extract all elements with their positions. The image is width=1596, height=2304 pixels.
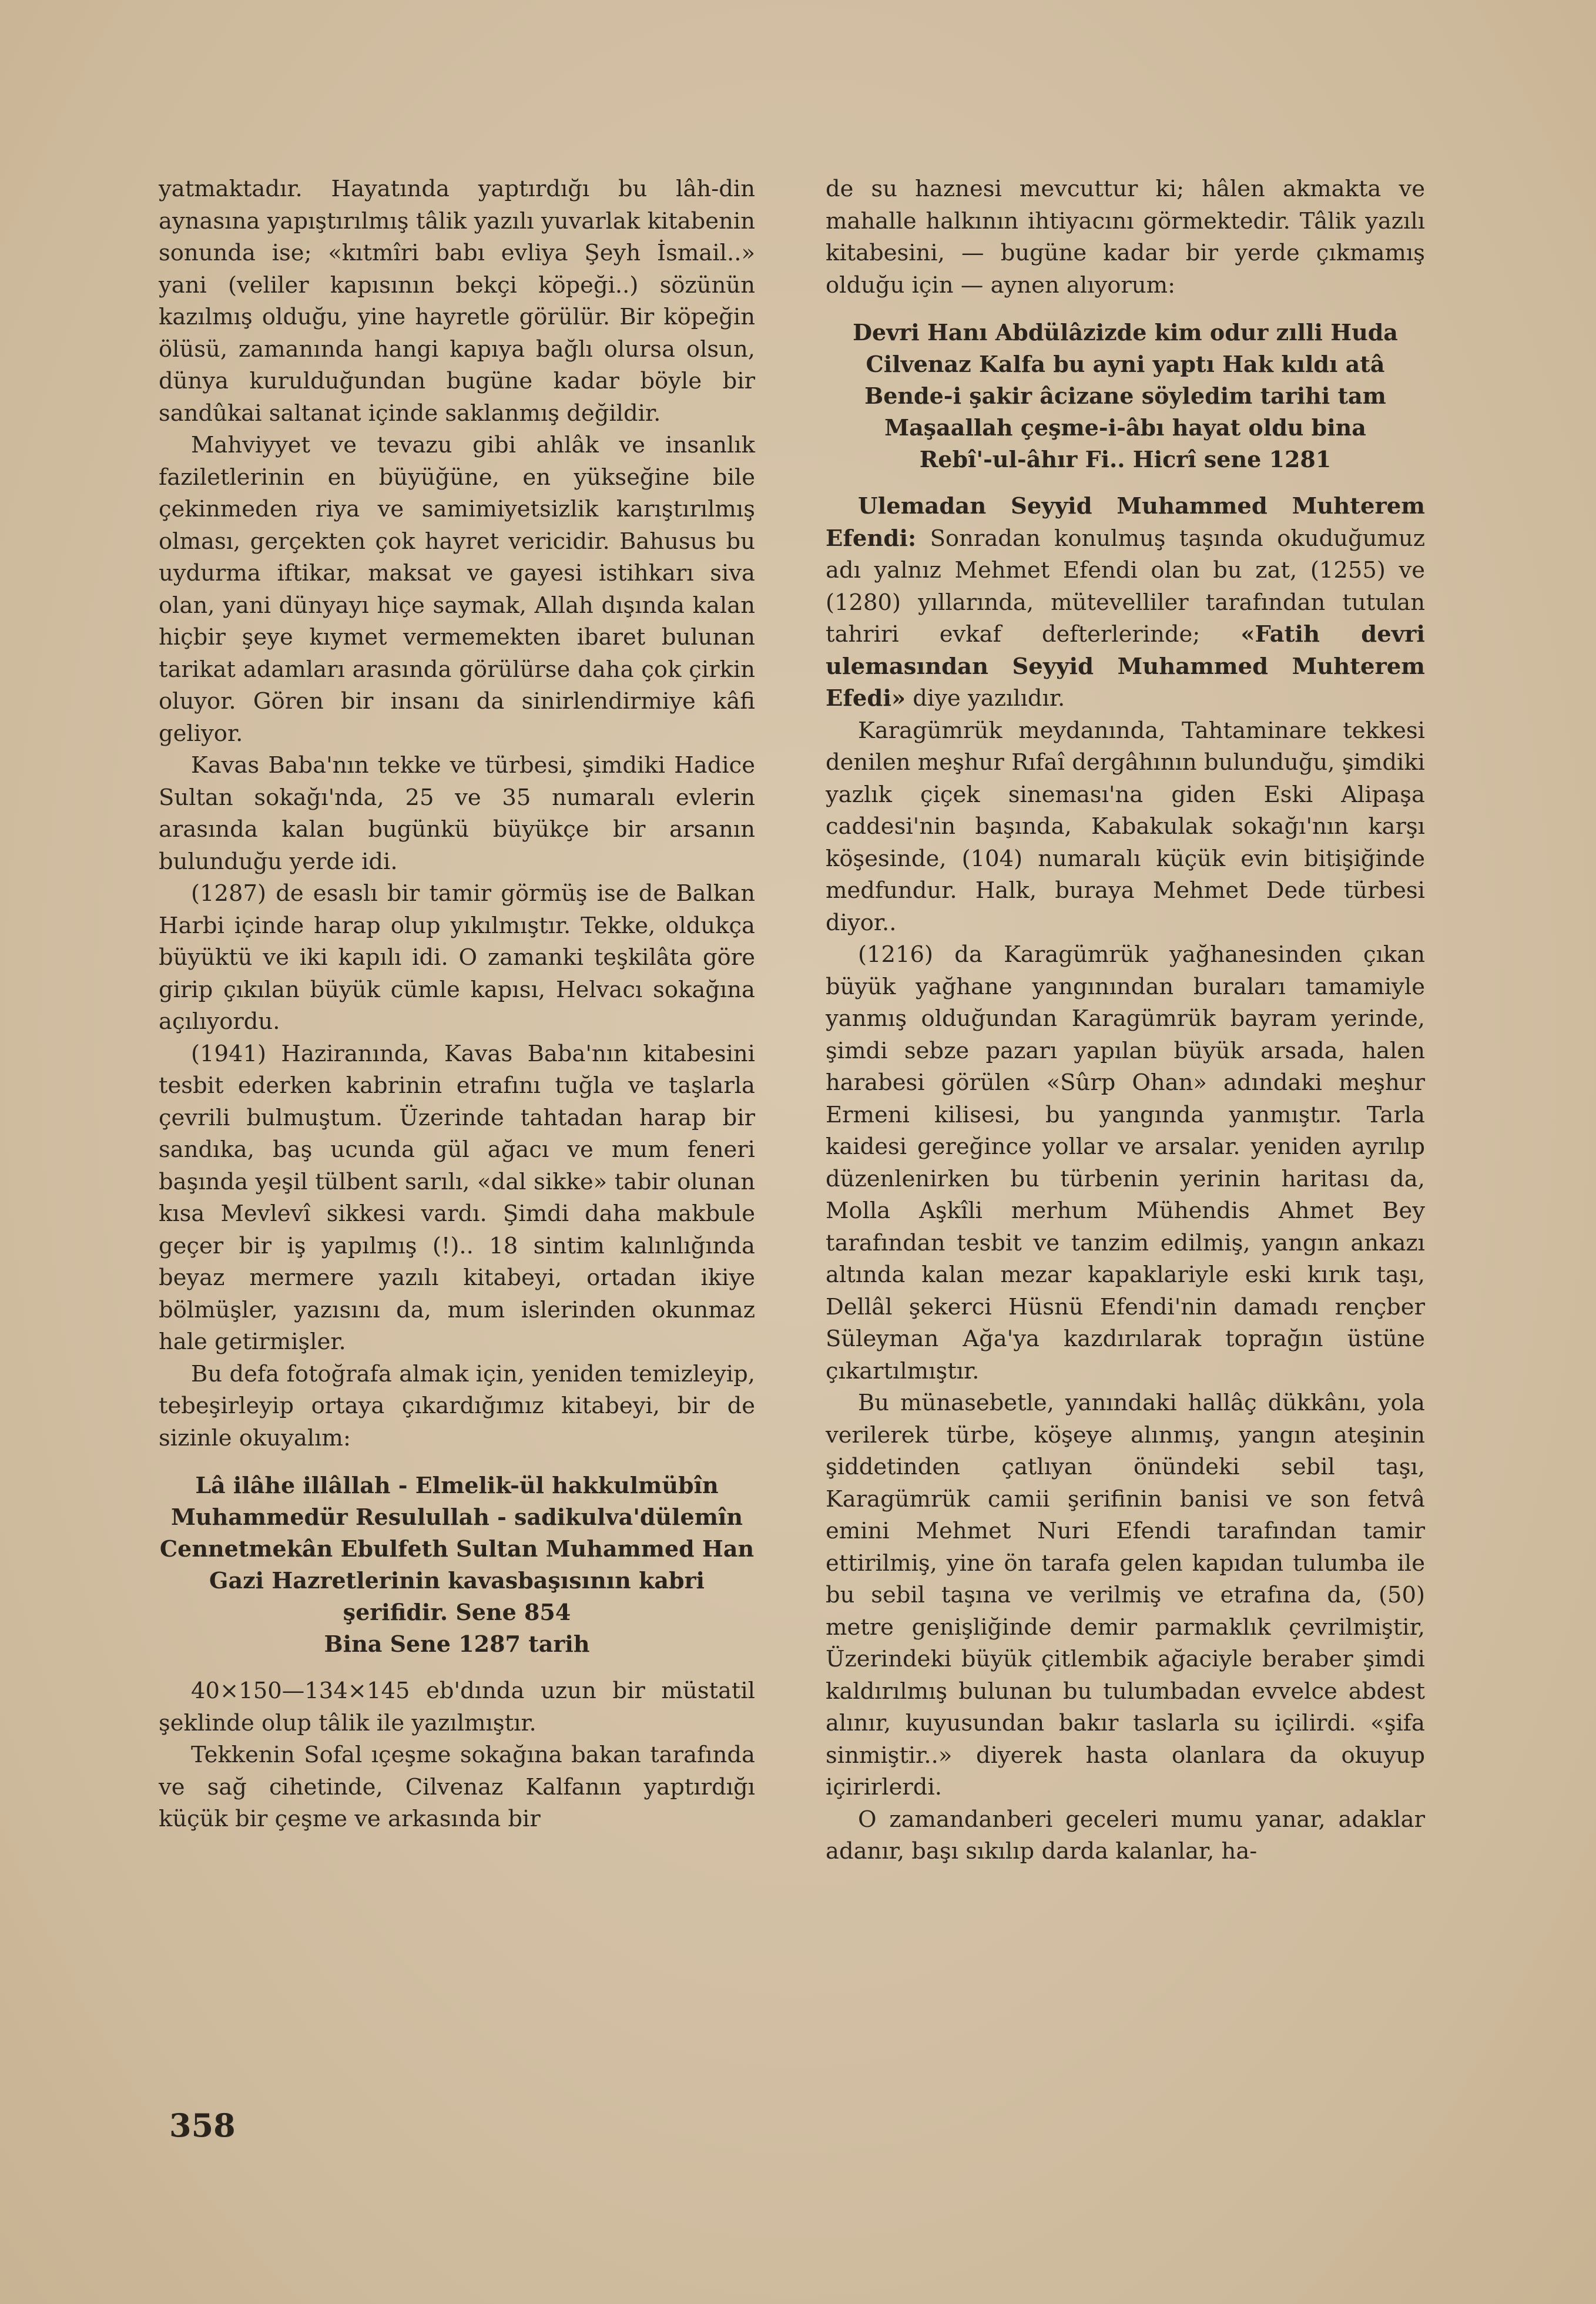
inscription-line: şerifidir. Sene 854 <box>343 1599 571 1625</box>
paragraph: yatmaktadır. Hayatında yaptırdığı bu lâh-din aynasına yapıştırılmış tâlik yazılı yuvarlak kitabenin sonunda ise; «kıtmîri babı evliya Şeyh İsmail..» yani (veliler kapısının bekçi köpeği..) sözünün kazılmış olduğu, yine hayretle görülür. Bir köpeğin ölüsü, zamanında hangi kapıya bağlı olursa olsun, dünya kurulduğundan bugüne kadar böyle bir sandûkai saltanat içinde saklanmış değildir. <box>159 176 755 427</box>
paragraph: Tekkenin Sofal ıçeşme sokağına bakan tarafında ve sağ cihetinde, Cilvenaz Kalfanın yaptırdığı küçük bir çeşme ve arkasında bir <box>159 1742 755 1832</box>
inscription-line: Devri Hanı Abdülâzizde kim odur zılli Huda <box>853 319 1398 346</box>
paragraph: (1287) de esaslı bir tamir görmüş ise de Balkan Harbi içinde harap olup yıkılmıştır. Tekke, oldukça büyüktü ve iki kapılı idi. O zamanki teşkilâta göre girip çıkılan büyük cümle kapısı, Helvacı sokağına açılıyordu. <box>159 880 755 1035</box>
paragraph: O zamandanberi geceleri mumu yanar, adaklar adanır, başı sıkılıp darda kalanlar, ha- <box>826 1806 1425 1864</box>
paragraph-text: diye yazılıdır. <box>913 685 1065 712</box>
heading-name: Ulemadan Seyyid Muhammed Muhterem Efendi: <box>826 493 1425 552</box>
inscription-line: Gazi Hazretlerinin kavasbaşısının kabri <box>209 1567 705 1594</box>
paragraph <box>826 491 1425 715</box>
paragraph: Bu münasebetle, yanındaki hallâç dükkânı, yola verilerek türbe, köşeye alınmış, yangın ateşinin şiddetinden çatlıyan önündeki sebil taşı, Karagümrük camii şerifinin banisi ve son fetvâ emini Mehmet Nuri Efendi tarafından tamir ettirilmiş, yine ön tarafa gelen kapıdan tulumba ile bu sebil taşına ve verilmiş ve etrafına da, (50) metre genişliğinde demir parmaklık çevrilmiştir, Üzerindeki büyük çitlembik ağaciyle beraber şimdi kaldırılmış bulunan bu tulumbadan evvelce abdest alınır, kuyusundan bakır taslarla su içilirdi. «şifa sinmiştir..» diyerek hasta olanlara da okuyup içirirlerdi. <box>826 1390 1425 1800</box>
inscription-line: Lâ ilâhe illâllah - Elmelik-ül hakkulmübîn <box>195 1472 719 1498</box>
inscription-line: Maşaallah çeşme-i-âbı hayat oldu bina <box>884 414 1366 441</box>
inscription-line: Cilvenaz Kalfa bu ayni yaptı Hak kıldı atâ <box>866 351 1385 377</box>
paragraph: (1941) Haziranında, Kavas Baba'nın kitabesini tesbit ederken kabrinin etrafını tuğla ve taşlarla çevrili bulmuştum. Üzerinde tahtadan harap bir sandıka, baş ucunda gül ağacı ve mum feneri başında yeşil tülbent sarılı, «dal sikke» tabir olunan kısa Mevlevî sikkesi vardı. Şimdi daha makbule geçer bir iş yapılmış (!).. 18 sintim kalınlığında beyaz mermere yazılı kitabeyi, ortadan ikiye bölmüşler, yazısını da, mum islerinden okunmaz hale getirmişler. <box>159 1040 755 1355</box>
paragraph: (1216) da Karagümrük yağhanesinden çıkan büyük yağhane yangınından buraları tamamiyle yanmış olduğundan Karagümrük bayram yerinde, şimdi sebze pazarı yapılan büyük arsada, halen harabesi görülen «Sûrp Ohan» adındaki meşhur Ermeni kilisesi, bu yangında yanmıştır. Tarla kaidesi gereğince yollar ve arsalar. yeniden ayrılıp düzenlenirken bu türbenin yerinin haritası da, Molla Aşkîli merhum Mühendis Ahmet Bey tarafından tesbit ve tanzim edilmiş, yangın ankazı altında kalan mezar kapaklariyle eski kırık taşı, Dellâl şekerci Hüsnü Efendi'nin damadı rençber Süleyman Ağa'ya kazdırılarak toprağın üstüne çıkartılmıştır. <box>826 941 1425 1384</box>
inscription-line: Cennetmekân Ebulfeth Sultan Muhammed Han <box>159 1535 755 1562</box>
inscription-line: Bende-i şakir âcizane söyledim tarihi tam <box>864 383 1386 409</box>
right-column <box>826 173 1425 1868</box>
page-number: 358 <box>169 2107 236 2144</box>
paragraph: Karagümrük meydanında, Tahtaminare tekkesi denilen meşhur Rıfaî dergâhının bulunduğu, şimdiki yazlık çiçek sineması'na giden Eski Alipaşa caddesi'nin başında, Kabakulak sokağı'nın karşı köşesinde, (104) numaralı küçük evin bitişiğinde medfundur. Halk, buraya Mehmet Dede türbesi diyor.. <box>826 717 1425 936</box>
inscription-text <box>826 317 1425 475</box>
inscription-text <box>159 1470 755 1660</box>
paragraph: Mahviyyet ve tevazu gibi ahlâk ve insanlık faziletlerinin en büyüğüne, en yükseğine bile çekinmeden riya ve samimiyetsizlik karıştırılmış olması, gerçekten çok hayret vericidir. Bahusus bu uydurma iftikar, maksat ve gayesi istihkarı siva olan, yani dünyayı hiçe saymak, Allah dışında kalan hiçbir şeye kıymet vermemekten ibaret bulunan tarikat adamları arasında görülürse daha çok çirkin oluyor. Gören bir insanı da sinirlendirmiye kâfi geliyor. <box>159 432 755 747</box>
paragraph: 40×150—134×145 eb'dında uzun bir müstatil şeklinde olup tâlik ile yazılmıştır. <box>159 1678 755 1736</box>
quoted-record: «Fatih devri ulemasından Seyyid Muhammed Muhterem Efedi» <box>826 621 1425 712</box>
paragraph-text: Sonradan konulmuş taşında okuduğumuz adı yalnız Mehmet Efendi olan bu zat, (1255) ve (1280) yıllarında, mütevelliler tarafından tutulan tahriri evkaf defterlerinde; <box>826 525 1425 648</box>
inscription-line: Bina Sene 1287 tarih <box>324 1631 590 1657</box>
paragraph: Kavas Baba'nın tekke ve türbesi, şimdiki Hadice Sultan sokağı'nda, 25 ve 35 numaralı evlerin arasında kalan bugünkü büyükçe bir arsanın bulunduğu yerde idi. <box>159 752 755 875</box>
paragraph: de su haznesi mevcuttur ki; hâlen akmakta ve mahalle halkının ihtiyacını görmektedir. Tâlik yazılı kitabesini, — bugüne kadar bir yerde çıkmamış olduğu için — aynen alıyorum: <box>826 176 1425 299</box>
inscription-line: Muhammedür Resulullah - sadikulva'dülemîn <box>170 1504 743 1530</box>
paragraph: Bu defa fotoğrafa almak için, yeniden temizleyip, tebeşirleyip ortaya çıkardığımız kitabeyi, bir de sizinle okuyalım: <box>159 1360 755 1451</box>
left-column <box>159 173 755 1836</box>
inscription-line: Rebî'-ul-âhır Fi.. Hicrî sene 1281 <box>919 446 1332 472</box>
